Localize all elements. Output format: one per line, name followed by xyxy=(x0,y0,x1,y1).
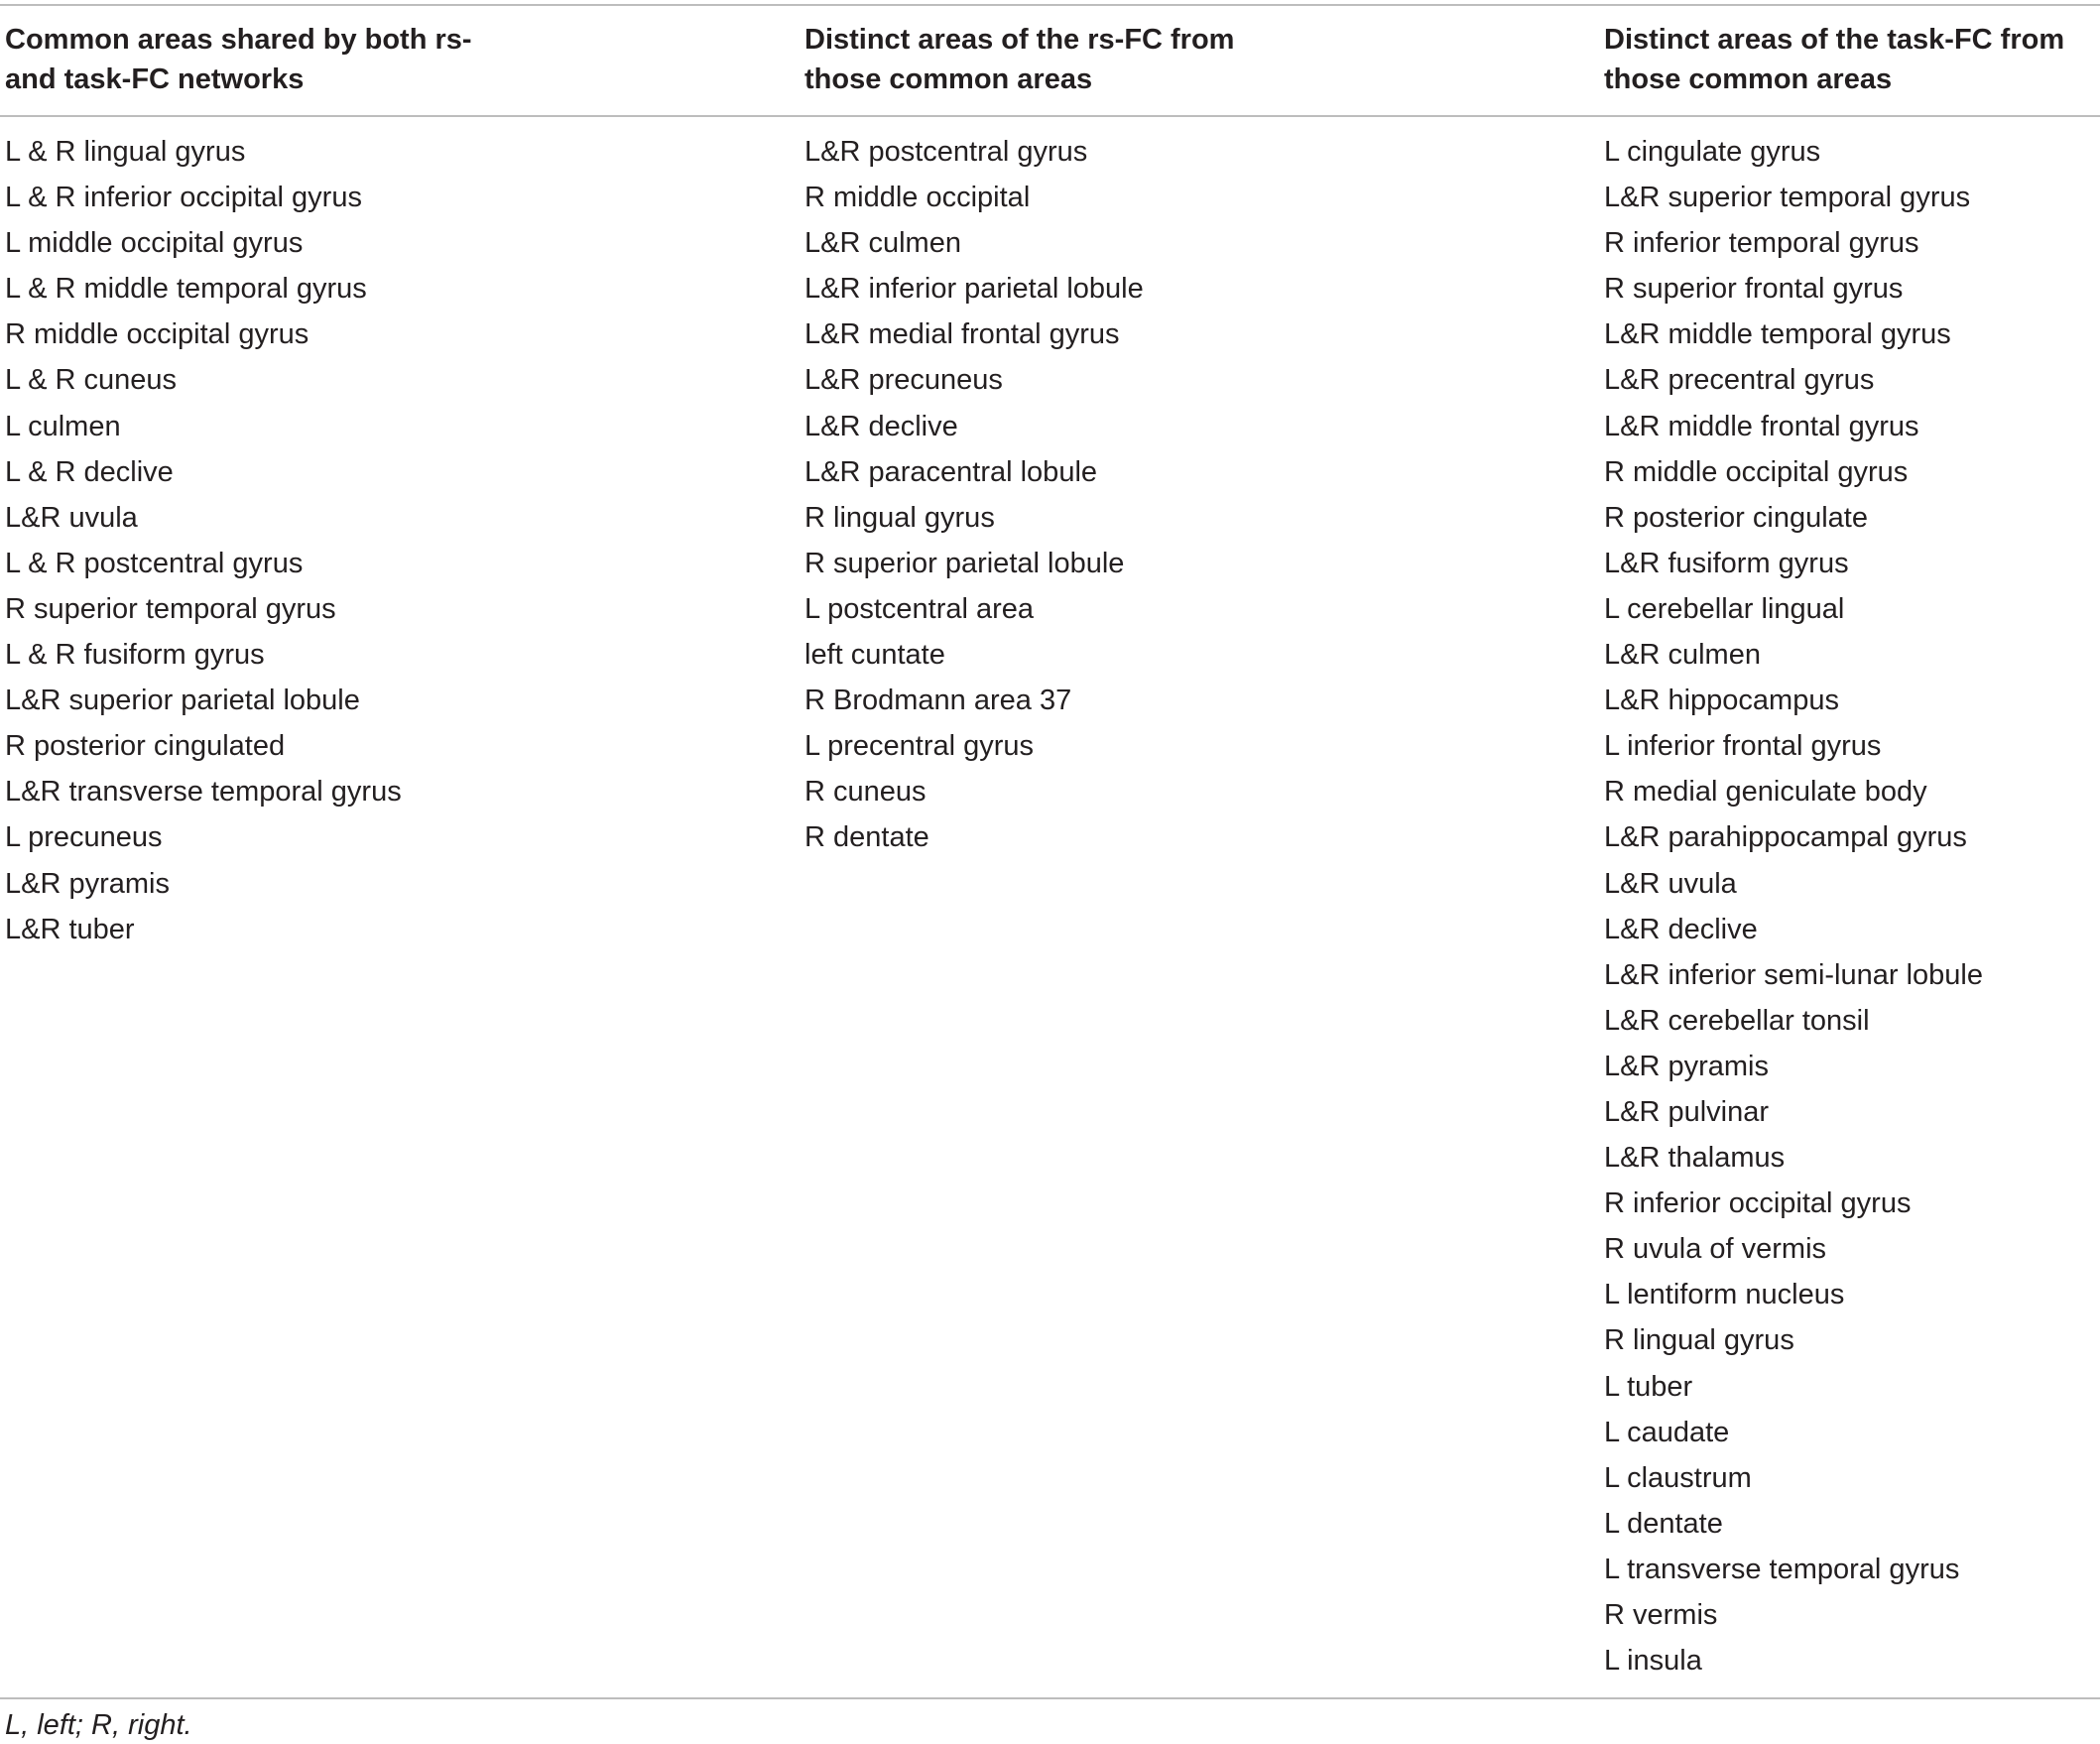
table-cell: R cuneus xyxy=(804,776,926,809)
table-cell: L&R superior parietal lobule xyxy=(5,685,360,717)
table-cell: L&R pyramis xyxy=(5,867,170,900)
header-common-areas xyxy=(5,20,472,99)
table-cell: L & R declive xyxy=(5,455,174,488)
table-cell: L cerebellar lingual xyxy=(1604,592,1845,625)
table-cell: L&R tuber xyxy=(5,913,135,945)
header-rs-fc-distinct xyxy=(804,20,1234,99)
table-cell: L&R culmen xyxy=(804,227,961,260)
table-cell: L insula xyxy=(1604,1645,1702,1678)
table-cell: R lingual gyrus xyxy=(804,501,995,534)
table-cell: L&R precentral gyrus xyxy=(1604,364,1875,397)
table-cell: R uvula of vermis xyxy=(1604,1233,1827,1266)
table-cell: L&R declive xyxy=(804,410,958,442)
table-cell: left cuntate xyxy=(804,639,945,672)
table-cell: L&R declive xyxy=(1604,913,1758,945)
table-cell: L postcentral area xyxy=(804,592,1035,625)
table-cell: L&R pulvinar xyxy=(1604,1095,1770,1128)
table-cell: L middle occipital gyrus xyxy=(5,227,304,260)
header-task-fc-distinct xyxy=(1604,20,2064,99)
table-cell: L culmen xyxy=(5,410,121,442)
table-cell: L&R inferior semi-lunar lobule xyxy=(1604,958,1983,991)
table-cell: L precuneus xyxy=(5,821,163,854)
table-cell: L&R cerebellar tonsil xyxy=(1604,1004,1870,1037)
table-top-rule xyxy=(0,4,2100,6)
table-cell: R superior temporal gyrus xyxy=(5,592,336,625)
table-cell: L&R fusiform gyrus xyxy=(1604,547,1849,579)
table-cell: R middle occipital xyxy=(804,182,1031,214)
table-cell: R middle occipital gyrus xyxy=(5,318,309,351)
table-cell: L & R postcentral gyrus xyxy=(5,547,304,579)
table-footnote: L, left; R, right. xyxy=(5,1709,192,1741)
table-cell: L precentral gyrus xyxy=(804,730,1035,763)
table-header-rule xyxy=(0,115,2100,117)
table-cell: L&R thalamus xyxy=(1604,1142,1786,1175)
table-cell: L&R middle temporal gyrus xyxy=(1604,318,1951,351)
table-cell: L transverse temporal gyrus xyxy=(1604,1553,1960,1585)
table-cell: L&R hippocampus xyxy=(1604,685,1839,717)
header-line: Common areas shared by both rs- xyxy=(5,24,472,56)
table-cell: L caudate xyxy=(1604,1416,1730,1448)
table-cell: L inferior frontal gyrus xyxy=(1604,730,1882,763)
table-cell: L&R precuneus xyxy=(804,364,1003,397)
table-cell: R posterior cingulate xyxy=(1604,501,1868,534)
column-task-fc-distinct xyxy=(1604,129,1983,1683)
table-cell: L&R postcentral gyrus xyxy=(804,136,1088,168)
table-cell: L & R middle temporal gyrus xyxy=(5,273,367,306)
table-cell: L&R middle frontal gyrus xyxy=(1604,410,1919,442)
table-cell: L&R culmen xyxy=(1604,639,1761,672)
table-cell: R middle occipital gyrus xyxy=(1604,455,1909,488)
table-cell: L & R inferior occipital gyrus xyxy=(5,182,362,214)
table-cell: L&R transverse temporal gyrus xyxy=(5,776,402,809)
header-line: those common areas xyxy=(1604,63,1893,95)
table-cell: L&R paracentral lobule xyxy=(804,455,1098,488)
table-cell: R dentate xyxy=(804,821,929,854)
table-cell: L cingulate gyrus xyxy=(1604,136,1821,168)
table-cell: L&R pyramis xyxy=(1604,1050,1769,1082)
header-line: Distinct areas of the task-FC from xyxy=(1604,24,2065,56)
table-cell: L lentiform nucleus xyxy=(1604,1279,1845,1311)
column-common-areas xyxy=(5,129,402,952)
table-cell: R lingual gyrus xyxy=(1604,1324,1794,1357)
table-cell: L & R fusiform gyrus xyxy=(5,639,265,672)
table-cell: L&R uvula xyxy=(5,501,138,534)
header-line: and task-FC networks xyxy=(5,63,305,95)
table-cell: R superior frontal gyrus xyxy=(1604,273,1904,306)
table-cell: L & R cuneus xyxy=(5,364,178,397)
table-cell: L claustrum xyxy=(1604,1461,1752,1494)
table-cell: L&R parahippocampal gyrus xyxy=(1604,821,1967,854)
table-cell: L&R inferior parietal lobule xyxy=(804,273,1144,306)
table-cell: R posterior cingulated xyxy=(5,730,286,763)
header-line: those common areas xyxy=(804,63,1093,95)
table-cell: L & R lingual gyrus xyxy=(5,136,246,168)
table-cell: R superior parietal lobule xyxy=(804,547,1125,579)
table-cell: R inferior temporal gyrus xyxy=(1604,227,1919,260)
table-bottom-rule xyxy=(0,1697,2100,1699)
table-cell: L&R uvula xyxy=(1604,867,1737,900)
table-cell: L tuber xyxy=(1604,1370,1693,1403)
table-cell: R Brodmann area 37 xyxy=(804,685,1072,717)
table-cell: R medial geniculate body xyxy=(1604,776,1927,809)
table-cell: R vermis xyxy=(1604,1599,1718,1631)
table-cell: L&R superior temporal gyrus xyxy=(1604,182,1971,214)
table-cell: R inferior occipital gyrus xyxy=(1604,1187,1912,1220)
column-rs-fc-distinct xyxy=(804,129,1144,861)
table-cell: L dentate xyxy=(1604,1507,1723,1540)
table-cell: L&R medial frontal gyrus xyxy=(804,318,1120,351)
header-line: Distinct areas of the rs-FC from xyxy=(804,24,1235,56)
